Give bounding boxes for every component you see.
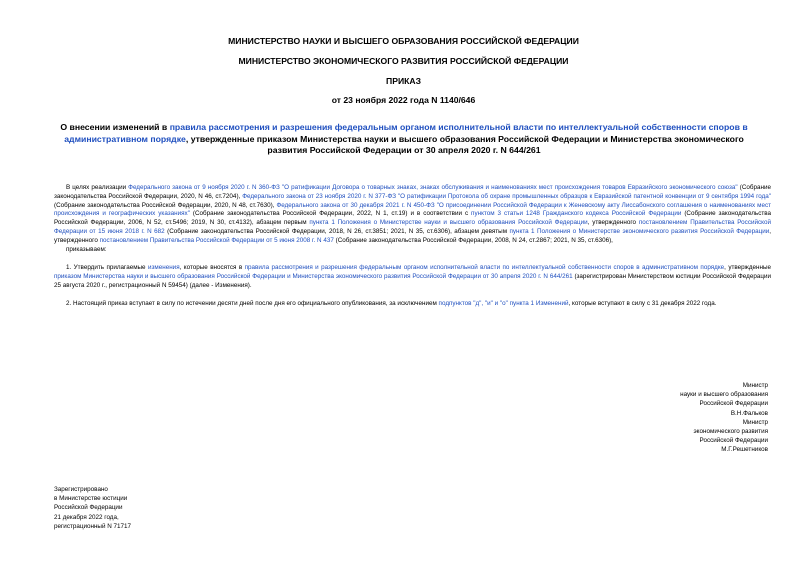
signatory-name: М.Г.Решетников (721, 446, 768, 454)
ministry-economy-heading: МИНИСТЕРСТВО ЭКОНОМИЧЕСКОГО РАЗВИТИЯ РОССИЙСКОЙ ФЕДЕРАЦИИ (238, 56, 569, 66)
preamble-text: (Собрание законодательства Российской Федерации, 2006, N 52, ст.5496; 2019, N 30, ст.4132), абзацем первым (54, 210, 772, 227)
ministry-science-heading: МИНИСТЕРСТВО НАУКИ И ВЫСШЕГО ОБРАЗОВАНИЯ РОССИЙСКОЙ ФЕДЕРАЦИИ (228, 36, 579, 46)
title-text-1: О внесении изменений в (60, 122, 170, 132)
document-title (55, 122, 753, 157)
decree-437-link[interactable]: постановлением Правительства Российской Федерации от 5 июня 2008 г. N 437 (99, 236, 334, 244)
item1-text: 1. Утвердить прилагаемые (66, 264, 148, 271)
order-644-261-link[interactable]: приказом Министерства науки и высшего образования Российской Федерации и Министерства экономического развития Российской Федерации от 30 апреля 2020 г. N 644/261 (54, 272, 573, 280)
preamble-text: (Собрание законодательства Российской Федерации, 2018, N 26, ст.3851; 2021, N 35, ст.6306), абзацем девятым (164, 227, 510, 235)
preamble-text: (Собрание законодательства Российской Федерации, 2008, N 24, ст.2867; 2021, N 35, ст.6306), (333, 236, 613, 244)
civil-code-1248-link[interactable]: пунктом 3 статьи 1248 Гражданского кодекса Российской Федерации (471, 210, 682, 218)
title-rules-link[interactable]: правила рассмотрения и разрешения федеральным органом исполнительной власти по интеллектуальной собственности споров в административном порядке (64, 122, 748, 144)
signature-line: Российской Федерации (699, 400, 768, 408)
preamble-text: , утвержденного (587, 219, 639, 227)
item1-text: , утвержденные (724, 264, 772, 271)
law-360-fz-link[interactable]: Федерального закона от 9 ноября 2020 г. N 360-ФЗ "О ратификации Договора о товарных знаках, знаках обслуживания и наименованиях мест происхождения товаров Евразийского экономического союза" (128, 184, 738, 191)
registration-line: Зарегистрировано (54, 486, 108, 493)
changes-link[interactable]: изменения (147, 264, 180, 271)
registration-number: регистрационный N 71717 (54, 522, 132, 530)
signature-block (568, 381, 768, 455)
order-word (54, 246, 771, 255)
registration-line: Российской Федерации (54, 504, 123, 512)
rules-link[interactable]: правила рассмотрения и разрешения федеральным органом исполнительной власти по интеллектуальной собственности споров в административном порядке (244, 264, 725, 271)
signature-line: Министр (742, 382, 768, 389)
minobrnauki-regulation-link[interactable]: пункта 1 Положения о Министерстве науки и высшего образования Российской Федерации (309, 219, 588, 227)
registration-line: в Министерстве юстиции (54, 495, 128, 503)
document-type: ПРИКАЗ (386, 76, 421, 86)
signature-line: экономического развития (693, 428, 768, 436)
preamble-text: (Собрание законодательства Российской Федерации, 2020, N 46, ст.7204), (54, 184, 771, 200)
law-377-fz-link[interactable]: Федерального закона от 23 ноября 2020 г. N 377-ФЗ "О ратификации Протокола об охране промышленных образцов к Евразийской патентной конвенции от 9 сентября 1994 года" (242, 192, 771, 200)
preamble-text: (Собрание законодательства Российской Федерации, 2022, N 1, ст.19) и в соответствии с (189, 210, 472, 218)
item1-text: , которые вносятся в (179, 264, 245, 271)
preamble-text: (Собрание законодательства Российской Федерации, 2020, N 48, ст.7630), (54, 201, 277, 209)
signature-line: науки и высшего образования (680, 391, 768, 399)
item2-text: , которые вступают в силу с 31 декабря 2022 года. (568, 300, 717, 307)
signature-line: Российской Федерации (699, 437, 768, 445)
document-date: от 23 ноября 2022 года N 1140/646 (331, 95, 476, 105)
signature-line: Министр (742, 418, 768, 426)
subitems-link[interactable]: подпунктов "д", "и" и "о" пункта 1 Изменений (438, 300, 569, 307)
preamble-text: В целях реализации (66, 184, 129, 191)
registration-date: 21 декабря 2022 года, (54, 513, 119, 521)
preamble-paragraph (54, 184, 771, 246)
item2-text: 2. Настоящий приказ вступает в силу по истечении десяти дней после дня его официального опубликования, за исключением (66, 300, 439, 307)
order-word-text: приказываем: (66, 246, 107, 253)
law-450-fz-link[interactable]: Федерального закона от 30 декабря 2021 г. N 450-ФЗ "О присоединении Российской Федерации к Женевскому акту Лиссабонского соглашения о наименованиях мест происхождения и географических указаниях" (54, 201, 772, 218)
item-1-paragraph (54, 264, 771, 290)
signatory-name: В.Н.Фальков (730, 409, 768, 417)
title-text-2: , утвержденные приказом Министерства науки и высшего образования Российской Федерации и Министерства экономического развития Российской Федерации от 30 апреля 2020 г. N 644/261 (185, 133, 744, 155)
item-2-paragraph (54, 300, 771, 309)
registration-block (54, 485, 294, 531)
item1-text: (зарегистрирован Министерством юстиции Российской Федерации 25 августа 2020 г., регистрационный N 59454) (далее - Изменения). (54, 272, 771, 289)
preamble-text: , утвержденного (54, 227, 771, 244)
mineconom-regulation-link[interactable]: пункта 1 Положения о Министерстве экономического развития Российской Федерации (509, 227, 770, 235)
decree-682-link[interactable]: постановлением Правительства Российской Федерации от 15 июня 2018 г. N 682 (54, 219, 772, 235)
